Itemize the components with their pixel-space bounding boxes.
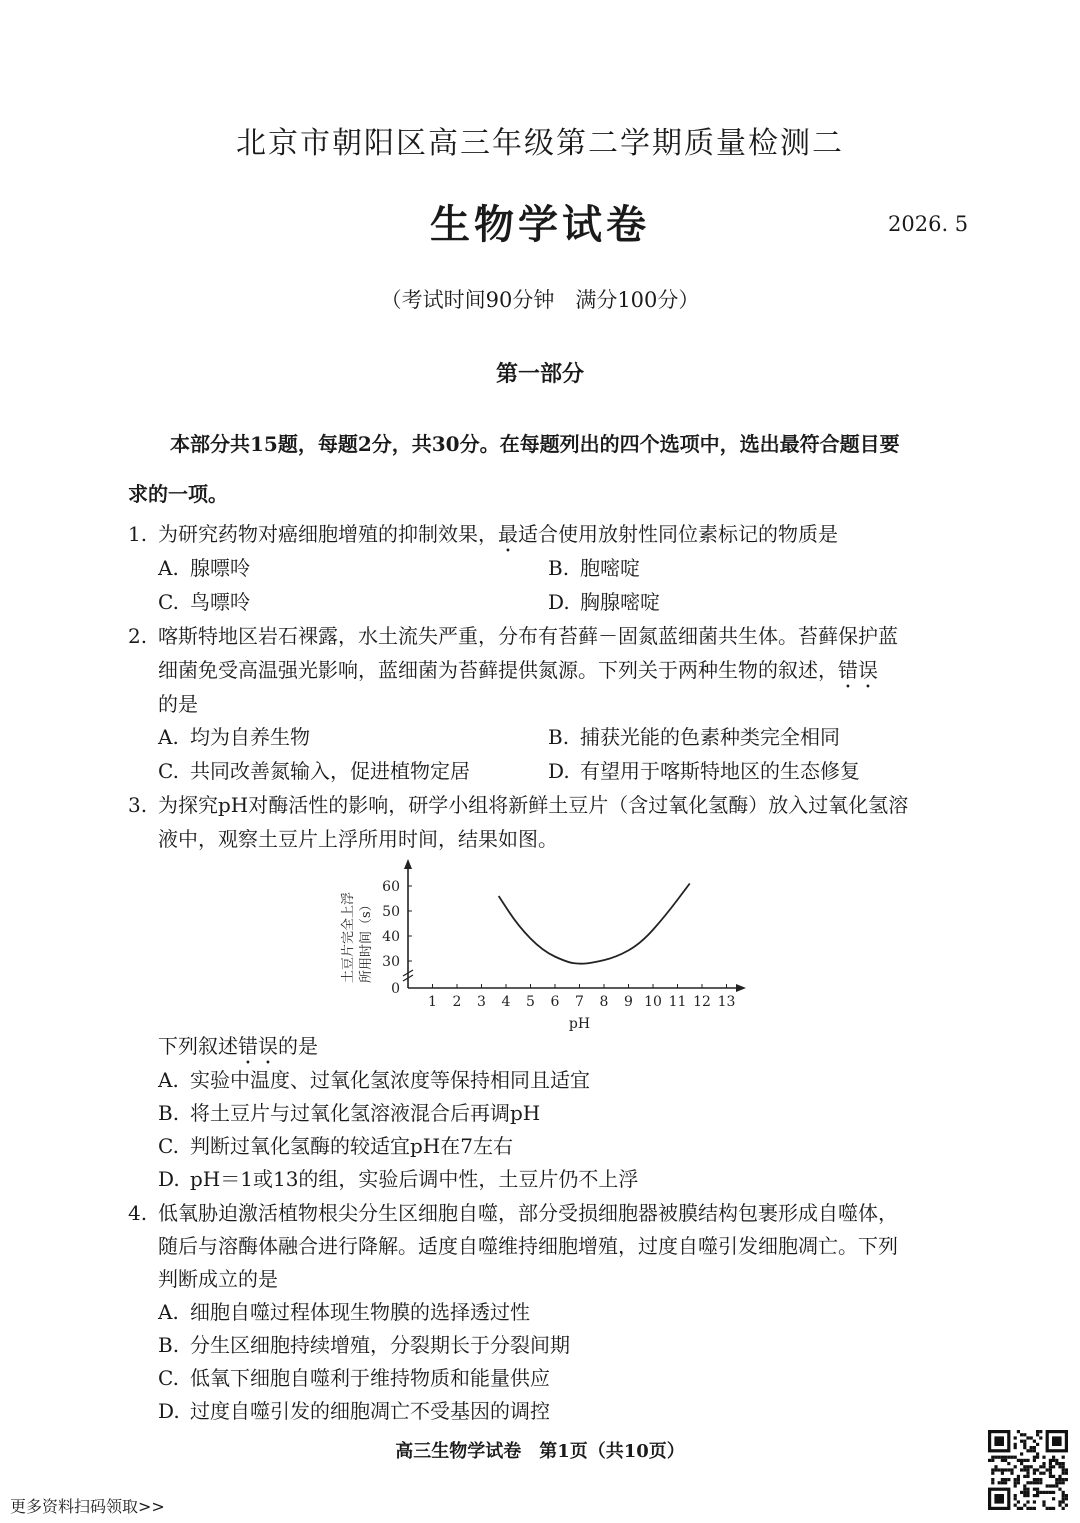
x-tick-label: 12 [693, 994, 711, 1010]
option-text: 细胞自噬过程体现生物膜的选择透过性 [190, 1300, 530, 1324]
qr-module [1065, 1497, 1068, 1500]
option-label: C. [158, 759, 179, 783]
qr-module [1058, 1500, 1061, 1503]
qr-module [1014, 1484, 1017, 1487]
qr-module [991, 1481, 994, 1484]
qr-module [1023, 1443, 1026, 1446]
qr-module [1014, 1465, 1017, 1468]
exam-date: 2026. 5 [888, 212, 969, 236]
qr-module [1030, 1507, 1033, 1510]
qr-module [1039, 1430, 1042, 1433]
qr-module [1020, 1507, 1023, 1510]
qr-module [1026, 1449, 1029, 1452]
question-4-line3: 判断成立的是 [158, 1267, 278, 1291]
qr-module [1033, 1481, 1036, 1484]
qr-module [1030, 1481, 1033, 1484]
qr-module [1023, 1459, 1026, 1462]
option-text: 判断过氧化氢酶的较适宜pH在7左右 [190, 1134, 513, 1158]
qr-module [1001, 1468, 1004, 1471]
qr-module [1023, 1494, 1026, 1497]
qr-module [1062, 1478, 1065, 1481]
qr-module [1023, 1504, 1026, 1507]
qr-module [1036, 1468, 1039, 1471]
qr-module [1014, 1504, 1017, 1507]
option-text: 过度自噬引发的细胞凋亡不受基因的调控 [190, 1399, 550, 1423]
qr-module [1062, 1494, 1065, 1497]
option-label: A. [158, 556, 179, 580]
question-number: 3. [128, 793, 148, 817]
question-number: 1. [128, 522, 148, 546]
qr-module [1007, 1462, 1010, 1465]
x-tick-label: 7 [575, 994, 584, 1010]
qr-module [1014, 1481, 1017, 1484]
qr-module [1017, 1507, 1020, 1510]
qr-module [1062, 1507, 1065, 1510]
qr-module [1017, 1475, 1020, 1478]
qr-module [1007, 1468, 1010, 1471]
option-text: 胸腺嘧啶 [580, 590, 660, 614]
qr-module [1042, 1504, 1045, 1507]
qr-module [1036, 1481, 1039, 1484]
qr-module [991, 1472, 994, 1475]
qr-module [1046, 1484, 1049, 1487]
q4-option-c [158, 1362, 550, 1391]
qr-module [1058, 1478, 1061, 1481]
qr-module [1014, 1478, 1017, 1481]
qr-module [1014, 1446, 1017, 1449]
option-label: C. [158, 590, 179, 614]
qr-module [1052, 1484, 1055, 1487]
qr-module [1042, 1465, 1045, 1468]
stem-text: 适合使用放射性同位素标记的物质是 [518, 522, 838, 546]
qr-module [1055, 1481, 1058, 1484]
qr-module [1017, 1500, 1020, 1503]
qr-module [1062, 1497, 1065, 1500]
q3-option-b [158, 1097, 540, 1126]
stem-text: 细菌免受高温强光影响，蓝细菌为苔藓提供氮源。下列关于两种生物的叙述， [158, 658, 838, 682]
qr-module [1004, 1468, 1007, 1471]
qr-module [1004, 1456, 1007, 1459]
qr-module [1036, 1491, 1039, 1494]
question-number: 4. [128, 1201, 148, 1225]
qr-module [1065, 1468, 1068, 1471]
q4-option-a [158, 1296, 530, 1325]
qr-module [1023, 1468, 1026, 1471]
option-label: A. [158, 1300, 179, 1324]
qr-finder-core [994, 1494, 1004, 1504]
qr-module [1049, 1468, 1052, 1471]
qr-module [1062, 1468, 1065, 1471]
question-2-line2 [158, 654, 878, 693]
question-4-line1 [128, 1197, 898, 1226]
qr-module [1026, 1436, 1029, 1439]
qr-module [1052, 1491, 1055, 1494]
qr-module [1052, 1465, 1055, 1468]
x-tick-label: 6 [550, 994, 560, 1010]
question-2-line3: 的是 [158, 692, 198, 716]
qr-module [994, 1456, 997, 1459]
qr-module [1058, 1504, 1061, 1507]
qr-module [1001, 1478, 1004, 1481]
qr-module [1033, 1449, 1036, 1452]
qr-module [1023, 1488, 1026, 1491]
stem-text: 喀斯特地区岩石裸露，水土流失严重，分布有苔藓－固氮蓝细菌共生体。苔藓保护蓝 [158, 624, 898, 648]
instructions-line1: 本部分共15题，每题2分，共30分。在每题列出的四个选项中，选出最符合题目要 [170, 432, 900, 456]
q3-option-a [158, 1064, 590, 1093]
qr-module [994, 1465, 997, 1468]
option-label: D. [158, 1399, 180, 1423]
qr-module [1026, 1475, 1029, 1478]
stem-text: 为探究pH对酶活性的影响，研学小组将新鲜土豆片（含过氧化氢酶）放入过氧化氢溶 [158, 793, 909, 817]
qr-module [1049, 1465, 1052, 1468]
option-label: D. [548, 590, 570, 614]
qr-module [1010, 1472, 1013, 1475]
qr-module [1033, 1446, 1036, 1449]
qr-module [1046, 1491, 1049, 1494]
qr-module [1058, 1465, 1061, 1468]
qr-module [1020, 1462, 1023, 1465]
qr-module [1001, 1456, 1004, 1459]
qr-module [1036, 1478, 1039, 1481]
subject-title: 生物学试卷 [430, 201, 650, 248]
option-label: B. [548, 556, 570, 580]
qr-module [1020, 1459, 1023, 1462]
qr-module [1026, 1488, 1029, 1491]
x-tick-label: 8 [599, 994, 609, 1010]
x-axis-arrow-icon [736, 984, 746, 992]
qr-module [1049, 1484, 1052, 1487]
qr-module [1007, 1456, 1010, 1459]
qr-module [998, 1456, 1001, 1459]
x-tick-label: 5 [526, 994, 535, 1010]
qr-module [1052, 1497, 1055, 1500]
y-tick-label: 0 [391, 981, 400, 997]
qr-module [1026, 1465, 1029, 1468]
qr-module [1033, 1472, 1036, 1475]
option-label: A. [158, 1068, 179, 1092]
qr-module [1062, 1456, 1065, 1459]
x-tick-label: 13 [717, 994, 736, 1010]
qr-module [1039, 1491, 1042, 1494]
x-tick-label: 1 [428, 994, 437, 1010]
emphasis-text: 错误 [838, 658, 878, 682]
qr-module [1036, 1433, 1039, 1436]
qr-module [1042, 1500, 1045, 1503]
question-4-line2: 随后与溶酶体融合进行降解。适度自噬维持细胞增殖，过度自噬引发细胞凋亡。下列 [158, 1234, 898, 1258]
y-tick-label: 30 [382, 954, 400, 970]
emphasis-text: 最 [498, 522, 518, 546]
qr-module [1001, 1472, 1004, 1475]
q2-option-a [158, 721, 310, 750]
qr-module [1026, 1468, 1029, 1471]
x-tick-label: 4 [501, 994, 511, 1010]
qr-module [1023, 1475, 1026, 1478]
qr-module [1030, 1449, 1033, 1452]
qr-module [1033, 1494, 1036, 1497]
stem-text: 为研究药物对癌细胞增殖的抑制效果， [158, 522, 498, 546]
qr-module [991, 1478, 994, 1481]
qr-module [1017, 1478, 1020, 1481]
option-text: 低氧下细胞自噬利于维持物质和能量供应 [190, 1366, 550, 1390]
qr-module [1049, 1507, 1052, 1510]
exam-info: （考试时间90分钟 满分100分） [380, 288, 700, 312]
qr-module [988, 1459, 991, 1462]
qr-module [1030, 1446, 1033, 1449]
qr-module [1039, 1481, 1042, 1484]
qr-module [1065, 1494, 1068, 1497]
qr-module [1020, 1440, 1023, 1443]
qr-module [1026, 1507, 1029, 1510]
qr-module [1004, 1459, 1007, 1462]
qr-module [1062, 1465, 1065, 1468]
q4-option-b [158, 1329, 570, 1358]
qr-module [1017, 1430, 1020, 1433]
qr-module [1023, 1433, 1026, 1436]
q1-option-b [548, 552, 640, 581]
option-label: D. [548, 759, 570, 783]
option-text: 胞嘧啶 [580, 556, 640, 580]
q1-option-d [548, 586, 660, 615]
qr-module [1042, 1456, 1045, 1459]
qr-module [1017, 1459, 1020, 1462]
q4-option-d [158, 1395, 550, 1424]
stem-text: 的是 [278, 1034, 318, 1058]
qr-module [1014, 1456, 1017, 1459]
qr-module [1004, 1481, 1007, 1484]
qr-module [1049, 1462, 1052, 1465]
qr-module [1026, 1459, 1029, 1462]
qr-module [1036, 1456, 1039, 1459]
qr-module [1023, 1484, 1026, 1487]
option-text: 鸟嘌呤 [190, 590, 250, 614]
qr-module [1055, 1478, 1058, 1481]
qr-module [1049, 1472, 1052, 1475]
qr-module [1030, 1465, 1033, 1468]
q2-option-d [548, 755, 860, 784]
option-text: 有望用于喀斯特地区的生态修复 [580, 759, 860, 783]
stem-text: 低氧胁迫激活植物根尖分生区细胞自噬，部分受损细胞器被膜结构包裹形成自噬体， [158, 1201, 898, 1225]
q1-option-a [158, 552, 250, 581]
page-footer: 高三生物学试卷 第1页（共10页） [395, 1441, 685, 1462]
qr-module [1033, 1478, 1036, 1481]
qr-module [1042, 1472, 1045, 1475]
question-2-line1 [128, 620, 898, 649]
qr-module [1033, 1459, 1036, 1462]
option-text: 均为自养生物 [190, 725, 310, 749]
qr-module [1033, 1456, 1036, 1459]
option-text: 共同改善氮输入，促进植物定居 [190, 759, 470, 783]
y-tick-label: 60 [382, 879, 400, 895]
qr-module [1065, 1478, 1068, 1481]
option-label: B. [158, 1101, 180, 1125]
qr-module [1023, 1446, 1026, 1449]
qr-module [1055, 1462, 1058, 1465]
qr-module [1001, 1459, 1004, 1462]
qr-module [1039, 1436, 1042, 1439]
option-text: 捕获光能的色素种类完全相同 [580, 725, 840, 749]
qr-module [991, 1459, 994, 1462]
qr-module [1020, 1433, 1023, 1436]
qr-module [1042, 1491, 1045, 1494]
x-tick-label: 9 [624, 994, 633, 1010]
qr-module [998, 1481, 1001, 1484]
q3-option-c [158, 1130, 513, 1159]
qr-module [1017, 1481, 1020, 1484]
q2-option-c [158, 755, 470, 784]
qr-module [1055, 1459, 1058, 1462]
option-text: 实验中温度、过氧化氢浓度等保持相同且适宜 [190, 1068, 590, 1092]
part-title: 第一部分 [495, 361, 584, 387]
qr-module [1039, 1465, 1042, 1468]
qr-module [1049, 1459, 1052, 1462]
qr-module [1062, 1491, 1065, 1494]
qr-module [1033, 1507, 1036, 1510]
option-text: pH＝1或13的组，实验后调中性，土豆片仍不上浮 [190, 1167, 639, 1191]
qr-module [1055, 1484, 1058, 1487]
qr-module [1036, 1443, 1039, 1446]
option-label: C. [158, 1366, 179, 1390]
qr-module [1062, 1481, 1065, 1484]
qr-module [1052, 1459, 1055, 1462]
qr-module [994, 1468, 997, 1471]
exam-header-title: 北京市朝阳区高三年级第二学期质量检测二 [236, 126, 844, 161]
qr-finder-core [994, 1436, 1004, 1446]
qr-module [1052, 1456, 1055, 1459]
qr-module [1036, 1452, 1039, 1455]
ph-chart [330, 855, 760, 1035]
q3-option-d [158, 1163, 638, 1192]
option-label: C. [158, 1134, 179, 1158]
question-number: 2. [128, 624, 148, 648]
qr-module [998, 1468, 1001, 1471]
question-3-line2: 液中，观察土豆片上浮所用时间，结果如图。 [158, 827, 558, 851]
qr-module [1033, 1488, 1036, 1491]
qr-module [1039, 1478, 1042, 1481]
qr-module [1052, 1507, 1055, 1510]
q1-option-c [158, 586, 250, 615]
option-label: D. [158, 1167, 180, 1191]
emphasis-text: 错误 [238, 1034, 278, 1058]
qr-module [1042, 1462, 1045, 1465]
qr-module [1014, 1436, 1017, 1439]
qr-module [1062, 1462, 1065, 1465]
qr-module [1046, 1507, 1049, 1510]
qr-module [1007, 1478, 1010, 1481]
stem-text: 下列叙述 [158, 1034, 238, 1058]
question-3-line1 [128, 789, 908, 818]
option-label: B. [548, 725, 570, 749]
qr-module [1036, 1430, 1039, 1433]
qr-module [1026, 1500, 1029, 1503]
qr-module [1046, 1468, 1049, 1471]
qr-module [991, 1456, 994, 1459]
qr-module [1058, 1475, 1061, 1478]
qr-module [1049, 1475, 1052, 1478]
qr-module [1058, 1462, 1061, 1465]
qr-module [1058, 1481, 1061, 1484]
qr-module [1033, 1500, 1036, 1503]
qr-module [1033, 1468, 1036, 1471]
qr-module [1058, 1488, 1061, 1491]
y-tick-label: 40 [382, 929, 400, 945]
instructions-line2: 求的一项。 [128, 482, 228, 506]
qr-module [1049, 1491, 1052, 1494]
qr-module [1026, 1494, 1029, 1497]
qr-module [1026, 1491, 1029, 1494]
x-tick-label: 2 [452, 994, 462, 1010]
qr-module [1004, 1478, 1007, 1481]
qr-module [1052, 1475, 1055, 1478]
qr-module [1033, 1440, 1036, 1443]
x-tick-label: 11 [668, 994, 687, 1010]
qr-module [1036, 1488, 1039, 1491]
qr-module [1026, 1481, 1029, 1484]
qr-module [1001, 1481, 1004, 1484]
qr-module [1062, 1472, 1065, 1475]
q2-option-b [548, 721, 840, 750]
qr-module [1020, 1452, 1023, 1455]
qr-module [1020, 1468, 1023, 1471]
qr-module [1065, 1504, 1068, 1507]
qr-module [1014, 1497, 1017, 1500]
qr-module [991, 1468, 994, 1471]
qr-code-icon[interactable] [988, 1430, 1068, 1510]
y-tick-label: 50 [382, 904, 400, 920]
qr-module [1026, 1472, 1029, 1475]
more-resources-link[interactable]: 更多资料扫码领取>> [10, 1497, 165, 1516]
x-axis-label: pH [568, 1016, 591, 1032]
qr-module [1010, 1456, 1013, 1459]
qr-finder-core [1052, 1436, 1062, 1446]
qr-module [1036, 1494, 1039, 1497]
qr-module [1023, 1465, 1026, 1468]
option-label: A. [158, 725, 179, 749]
qr-module [1023, 1440, 1026, 1443]
option-text: 分生区细胞持续增殖，分裂期长于分裂间期 [190, 1333, 570, 1357]
option-text: 将土豆片与过氧化氢溶液混合后再调pH [190, 1101, 541, 1125]
series-line [499, 884, 690, 964]
qr-module [1039, 1472, 1042, 1475]
option-text: 腺嘌呤 [190, 556, 250, 580]
y-axis-label: 土豆片完全上浮 [341, 891, 356, 983]
y-axis-label: 所用时间（s） [359, 898, 374, 983]
qr-module [1065, 1472, 1068, 1475]
qr-module [1020, 1491, 1023, 1494]
qr-module [1010, 1468, 1013, 1471]
x-tick-label: 3 [477, 994, 486, 1010]
qr-module [1023, 1491, 1026, 1494]
qr-module [1014, 1443, 1017, 1446]
option-label: B. [158, 1333, 180, 1357]
qr-module [1014, 1494, 1017, 1497]
x-tick-label: 10 [644, 994, 662, 1010]
qr-module [1062, 1500, 1065, 1503]
y-axis-arrow-icon [404, 859, 412, 869]
qr-module [1030, 1436, 1033, 1439]
